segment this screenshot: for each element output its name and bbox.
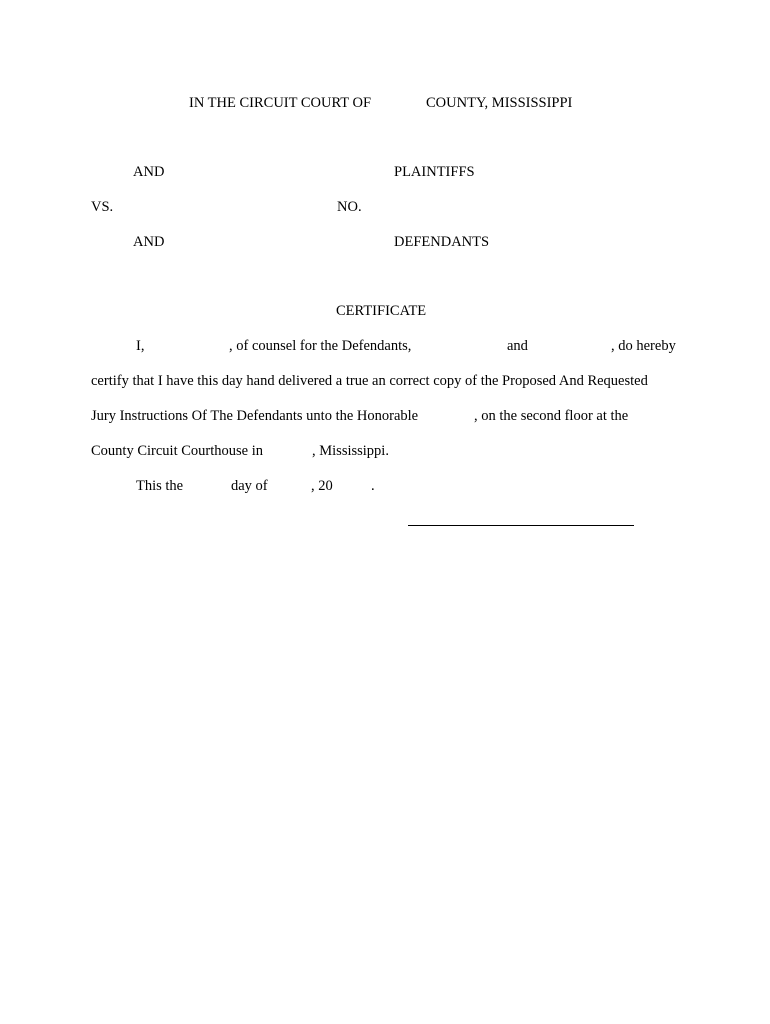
- signature-line: [408, 525, 634, 526]
- plaintiffs-label: PLAINTIFFS: [394, 164, 475, 180]
- body-line3-start: Jury Instructions Of The Defendants unto the Honorable: [91, 408, 419, 424]
- body-line2: certify that I have this day hand delivered a true an correct copy of the Proposed And Requested: [91, 373, 648, 389]
- date-period: .: [371, 478, 375, 494]
- body-line1-hereby: , do hereby: [611, 338, 676, 354]
- body-line1-i: I,: [136, 338, 145, 354]
- court-heading-county: COUNTY, MISSISSIPPI: [426, 95, 573, 111]
- defendants-and: AND: [133, 234, 165, 250]
- body-line4-end: , Mississippi.: [312, 443, 389, 459]
- body-line3-end: , on the second floor at the: [474, 408, 629, 424]
- court-heading-prefix: IN THE CIRCUIT COURT OF: [189, 95, 372, 111]
- date-this-the: This the: [136, 478, 184, 494]
- plaintiffs-and: AND: [133, 164, 165, 180]
- date-year-prefix: , 20: [311, 478, 333, 494]
- certificate-title: CERTIFICATE: [336, 303, 427, 319]
- date-day-of: day of: [231, 478, 268, 494]
- body-line1-and: and: [507, 338, 528, 354]
- body-line1-counsel: , of counsel for the Defendants,: [229, 338, 412, 354]
- defendants-label: DEFENDANTS: [394, 234, 490, 250]
- case-number-label: NO.: [337, 199, 362, 215]
- versus-label: VS.: [91, 199, 114, 215]
- body-line4-start: County Circuit Courthouse in: [91, 443, 263, 459]
